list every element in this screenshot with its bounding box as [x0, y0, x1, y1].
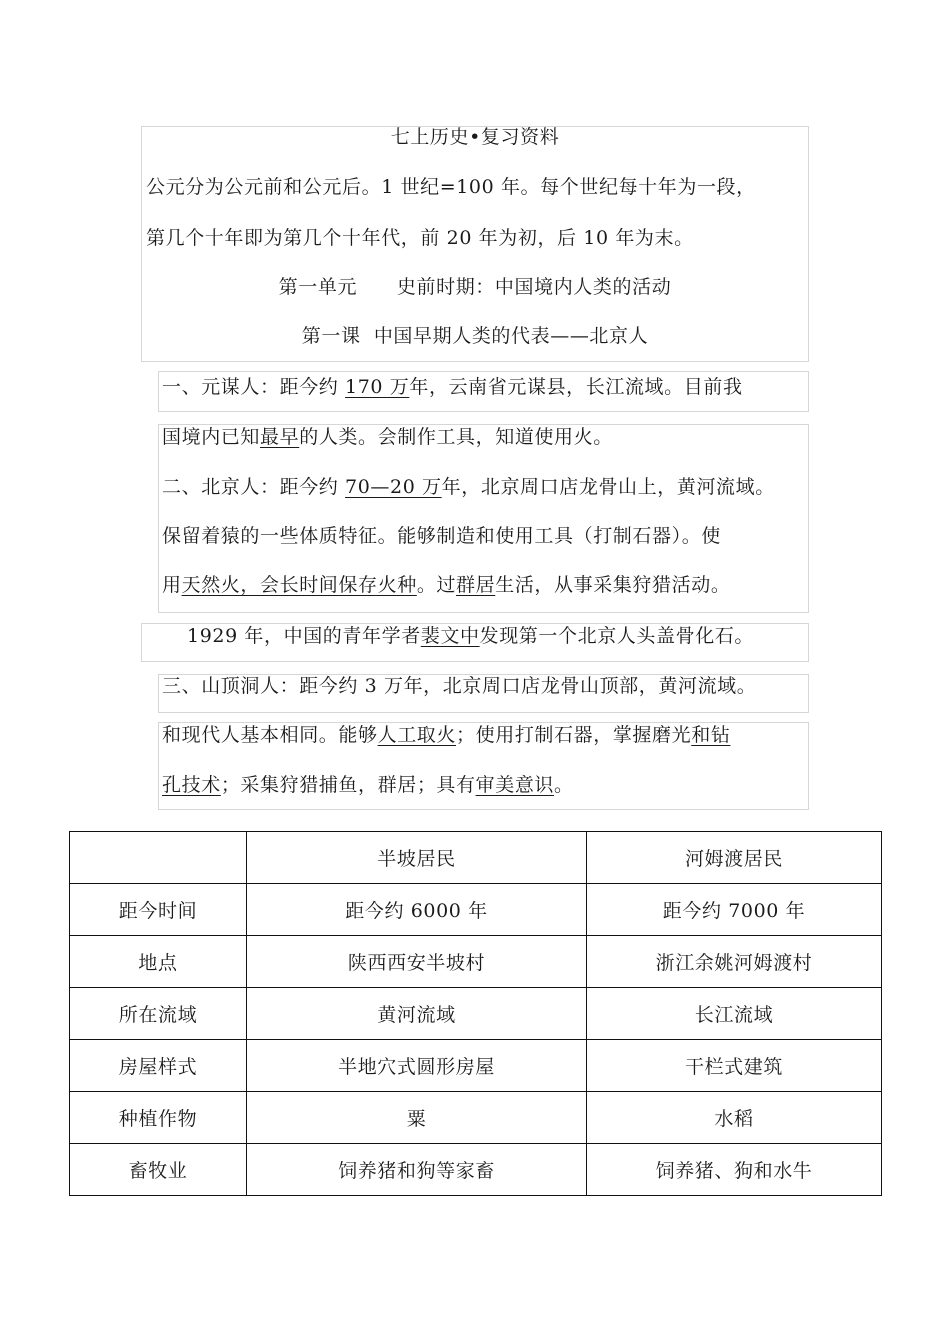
table-cell: 畜牧业	[70, 1144, 247, 1196]
table-row	[70, 1092, 882, 1144]
intro-line-1: 公元分为公元前和公元后。1 世纪=100 年。每个世纪每十年为一段，	[146, 176, 756, 198]
table-row	[70, 1144, 882, 1196]
table-cell: 地点	[70, 936, 247, 988]
underlined-term: 170 万	[345, 376, 410, 398]
underlined-term: 70—20 万	[345, 476, 442, 498]
underlined-term: 裴文中	[420, 625, 480, 647]
table-cell: 饲养猪和狗等家畜	[247, 1144, 587, 1196]
table-header-cell: 半坡居民	[247, 832, 587, 884]
underlined-term: 群居	[456, 574, 496, 596]
table-cell: 饲养猪、狗和水牛	[587, 1144, 882, 1196]
underlined-term: 孔技术	[162, 774, 221, 796]
beijing-line-4: 1929 年，中国的青年学者裴文中发现第一个北京人头盖骨化石。	[187, 625, 755, 647]
table-cell: 粟	[247, 1092, 587, 1144]
lesson-heading: 第一课 中国早期人类的代表——北京人	[301, 325, 649, 347]
beijing-line-2: 保留着猿的一些体质特征。能够制造和使用工具（打制石器）。使	[162, 525, 721, 547]
table-cell: 距今时间	[70, 884, 247, 936]
beijing-line-1: 二、北京人：距今约 70—20 万年，北京周口店龙骨山上，黄河流域。	[162, 476, 775, 498]
yuanmou-line-1: 一、元谋人：距今约 170 万年，云南省元谋县，长江流域。目前我	[162, 376, 743, 398]
table-header-cell: 河姆渡居民	[587, 832, 882, 884]
shandingdong-line-3: 孔技术；采集狩猎捕鱼，群居；具有审美意识。	[162, 774, 574, 796]
comparison-table	[69, 831, 882, 1196]
table-cell: 陕西西安半坡村	[247, 936, 587, 988]
page-title: 七上历史•复习资料	[390, 126, 560, 148]
table-cell: 长江流域	[587, 988, 882, 1040]
table-row	[70, 936, 882, 988]
intro-line-2: 第几个十年即为第几个十年代，前 20 年为初，后 10 年为末。	[146, 227, 694, 249]
table-row	[70, 988, 882, 1040]
table-cell: 所在流域	[70, 988, 247, 1040]
table-header-cell	[70, 832, 247, 884]
table-cell: 干栏式建筑	[587, 1040, 882, 1092]
yuanmou-line-2: 国境内已知最早的人类。会制作工具，知道使用火。	[162, 426, 613, 448]
table-cell: 距今约 6000 年	[247, 884, 587, 936]
underlined-term: 和钻	[691, 724, 731, 746]
table-cell: 距今约 7000 年	[587, 884, 882, 936]
table-cell: 黄河流域	[247, 988, 587, 1040]
shandingdong-line-2: 和现代人基本相同。能够人工取火；使用打制石器，掌握磨光和钻	[162, 724, 731, 746]
table-cell: 种植作物	[70, 1092, 247, 1144]
underlined-term: 审美意识	[475, 774, 555, 796]
underlined-term: 最早	[260, 426, 300, 448]
table-header-row	[70, 832, 882, 884]
table-row	[70, 884, 882, 936]
table-cell: 半地穴式圆形房屋	[247, 1040, 587, 1092]
shandingdong-line-1: 三、山顶洞人：距今约 3 万年，北京周口店龙骨山顶部，黄河流域。	[162, 675, 757, 697]
beijing-line-3: 用天然火，会长时间保存火种。过群居生活，从事采集狩猎活动。	[162, 574, 731, 596]
table-row	[70, 1040, 882, 1092]
table-cell: 水稻	[587, 1092, 882, 1144]
underlined-term: 人工取火	[377, 724, 457, 746]
underlined-term: 天然火，会长时间保存火种	[181, 574, 417, 596]
table-cell: 房屋样式	[70, 1040, 247, 1092]
table-cell: 浙江余姚河姆渡村	[587, 936, 882, 988]
unit-heading: 第一单元 史前时期：中国境内人类的活动	[278, 276, 672, 298]
